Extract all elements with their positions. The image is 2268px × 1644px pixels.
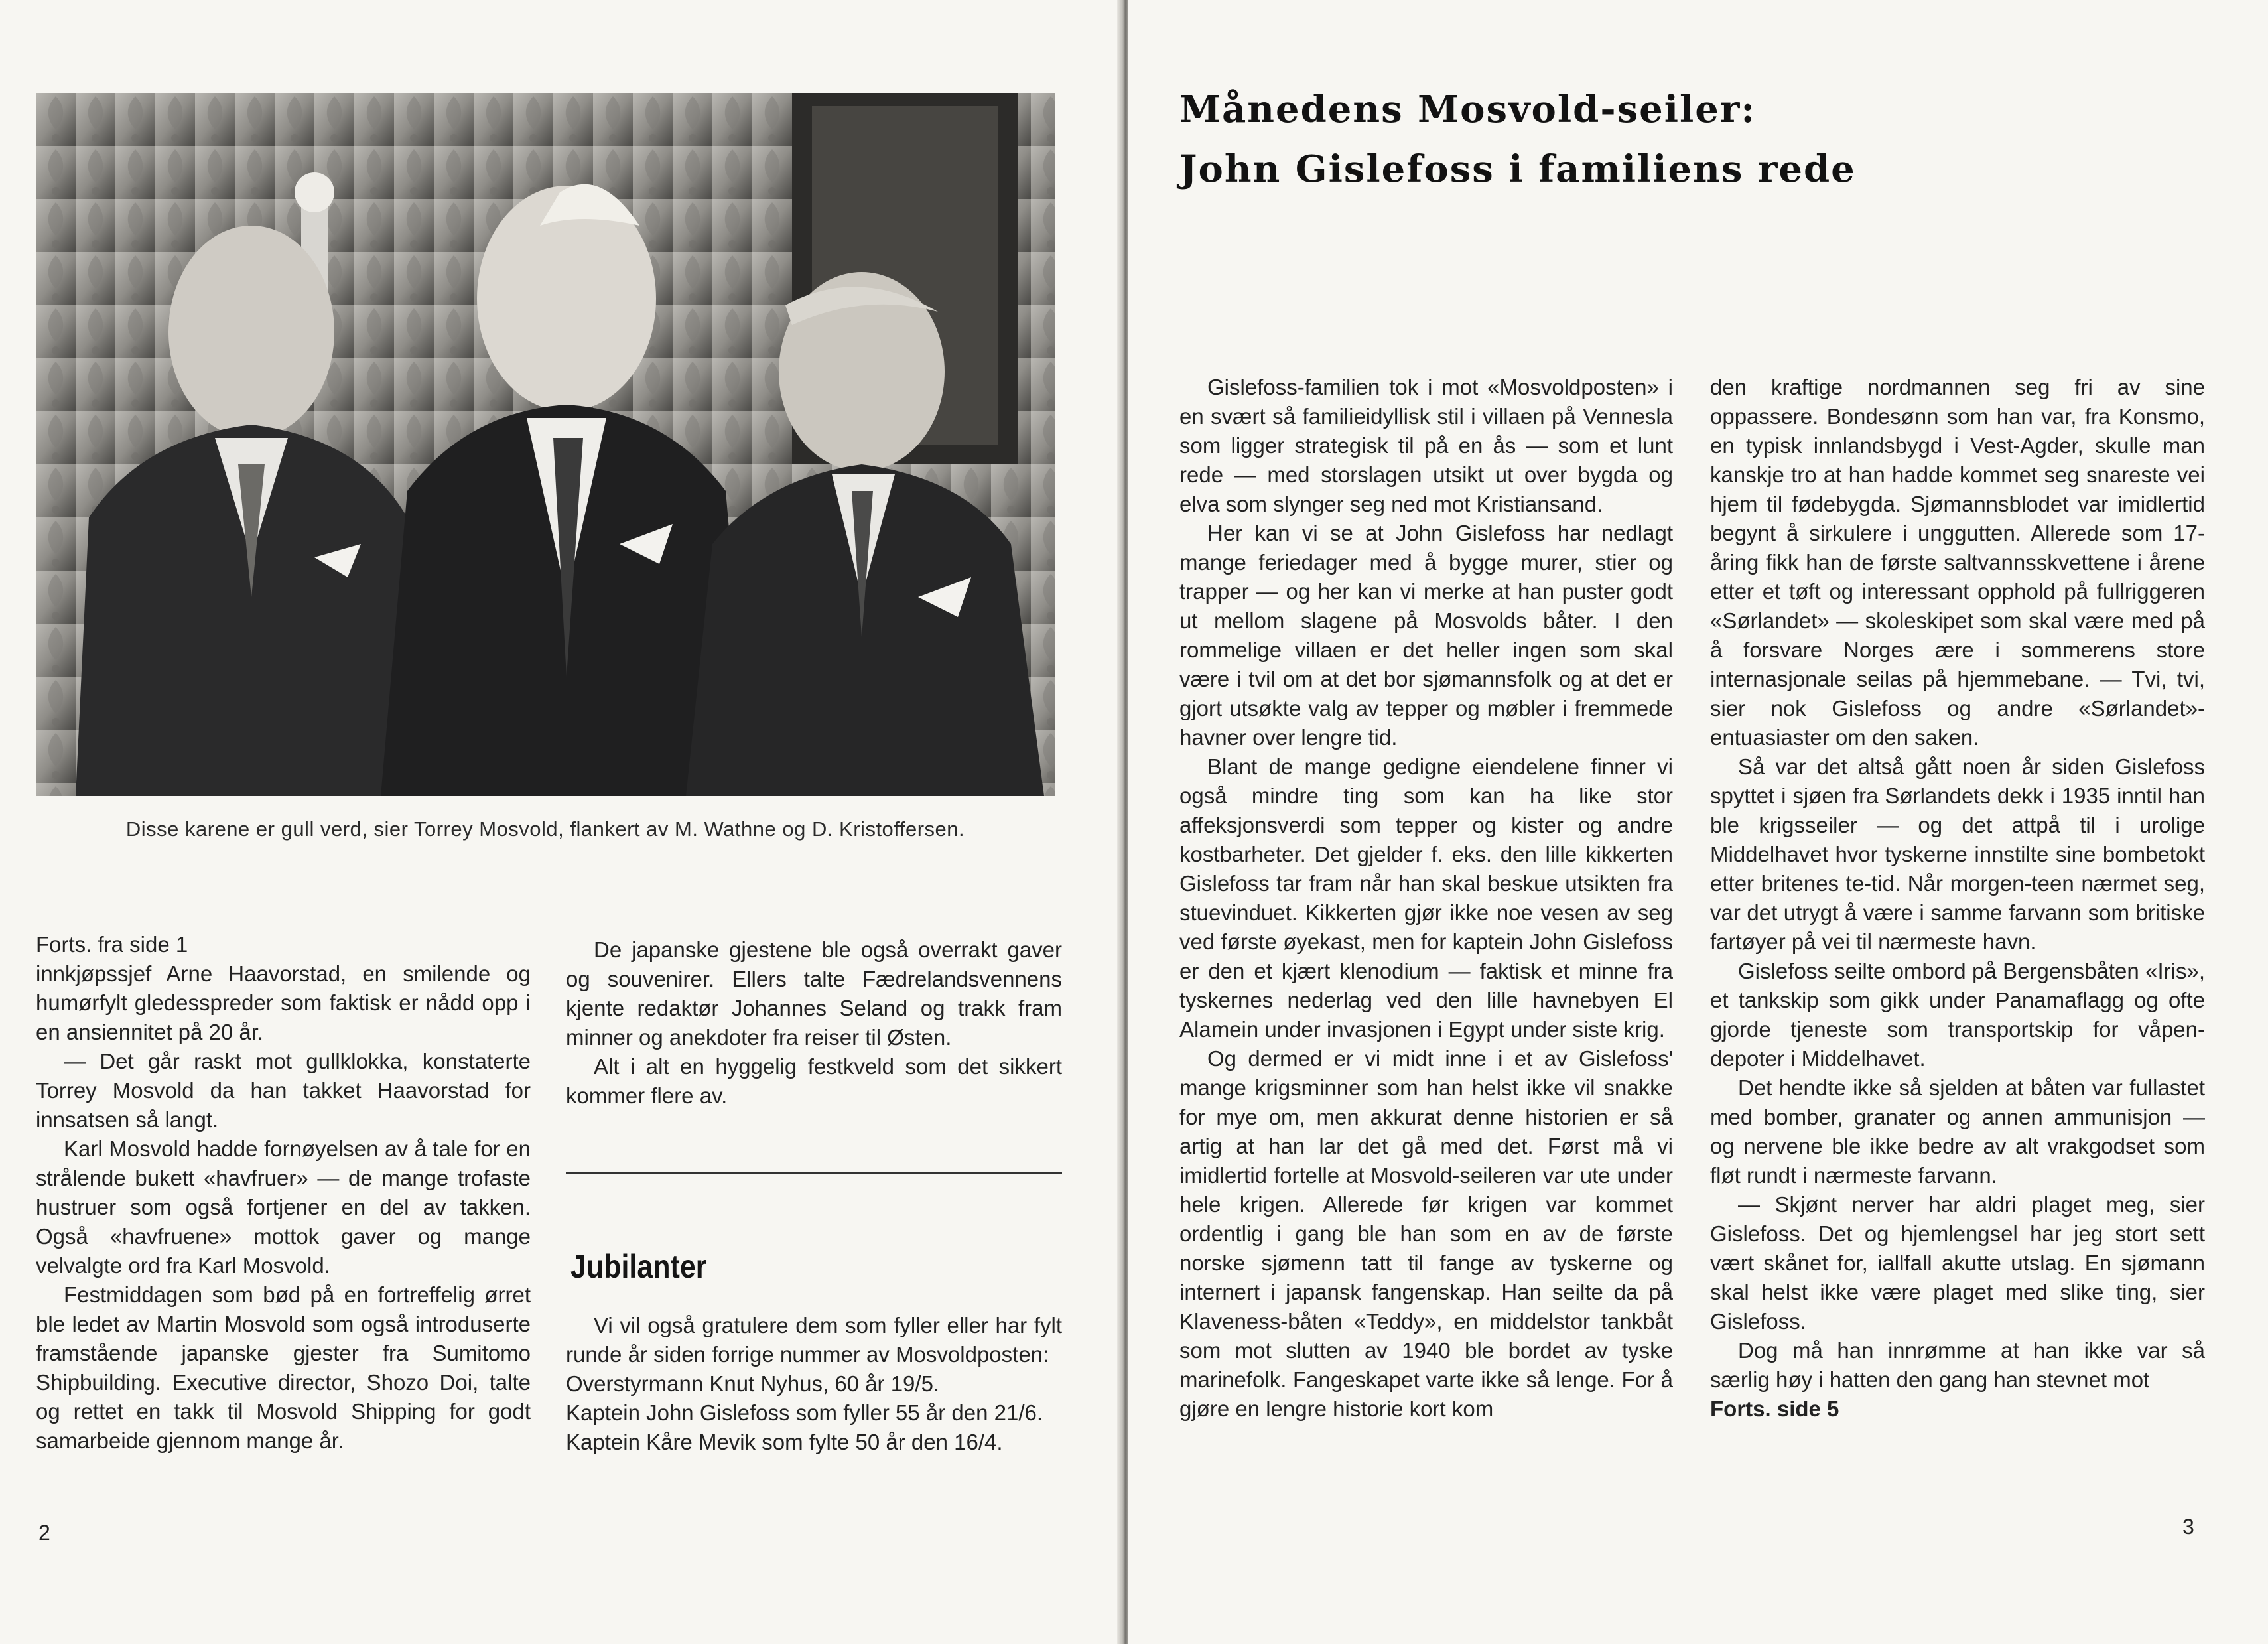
photo-caption: Disse karene er gull verd, sier Torrey Mosvold, flankert av M. Wathne og D. Kristoffersen. [125, 817, 965, 841]
paragraph: Dog må han innrømme at han ikke var så særlig høy i hatten den gang han stevnet mot [1710, 1338, 2205, 1392]
left-page [0, 0, 1120, 1644]
paragraph: Gislefoss seilte ombord på Bergensbåten «Iris», et tankskip som gikk under Panamaflagg og ofte gjorde tjeneste som transportskip for våpen-depoter i Middelhavet. [1710, 959, 2205, 1071]
paragraph: Karl Mosvold hadde fornøyelsen av å tale for en strålende bukett «havfruer» — de mange trofaste hustruer som også fortjener en del av takken. Også «havfruene» mottok gaver og mange velvalgte ord fra Karl Mosvold. [36, 1136, 531, 1278]
section-divider [566, 1172, 1062, 1174]
paragraph: Det hendte ikke så sjelden at båten var fullastet med bomber, granater og annen ammunisjon — og nervene ble ikke bedre av alt vrakgodset som fløt rundt i nærmeste farvann. [1710, 1075, 2205, 1188]
paragraph: Og dermed er vi midt inne i et av Gislefoss' mange krigsminner som han helst ikke vil snakke for mye om, men akkurat denne historien er så artig at han lar det gå med det. Først må vi imidlertid fortelle at Mosvold-seileren var ute under hele krigen. Allerede før krigen var kommet ordentlig i gang ble han som en av de første norske sjømenn tatt til fange av tyskerne og internert i japansk fangenskap. Han seilte da på Klaveness-båten «Teddy», en middelstor tankbåt som mot slutten av 1940 ble bordet av tyske marinefolk. Fangeskapet varte ikke så lenge. For å gjøre en lengre historie kort kom [1179, 1046, 1673, 1421]
jubilanter-section [566, 1311, 1062, 1457]
continued-on-note: Forts. side 5 [1710, 1397, 1839, 1421]
headline-line-2: John Gislefoss i familiens rede [1179, 147, 1856, 191]
jubilant-entry: Kaptein Kåre Mevik som fylte 50 år den 16/4. [566, 1430, 1003, 1454]
paragraph: Så var det altså gått noen år siden Gislefoss spyttet i sjøen fra Sørlandets dekk i 1935 inntil han ble krigsseiler — og det attpå til i urolige Middelhavet hvor tyskerne innstilte sine bombetokt etter britenes te-tid. Når morgen-teen nærmet seg, var det utrygt å være i samme farvann som britiske fartøyer på vei til nærmeste havn. [1710, 754, 2205, 954]
left-column-1 [36, 930, 531, 1456]
page-number: 2 [38, 1521, 50, 1544]
paragraph: De japanske gjestene ble også overrakt gaver og souvenirer. Ellers talte Fædrelandsvennens kjente redaktør Johannes Seland og trakk fram minner og anekdoter fra reiser til Østen. [566, 937, 1062, 1050]
paragraph: — Det går raskt mot gullklokka, konstaterte Torrey Mosvold da han takket Haavorstad for innsatsen så langt. [36, 1049, 531, 1132]
page-number: 3 [2182, 1515, 2194, 1539]
paragraph: Gislefoss-familien tok i mot «Mosvoldposten» i en svært så familieidyllisk stil i villaen på Vennesla som ligger strategisk til på en ås — som et lunt rede — med storslagen utsikt ut over bygda og elva som slynger seg ned mot Kristiansand. [1179, 375, 1673, 516]
paragraph: den kraftige nordmannen seg fri av sine oppassere. Bondesønn som han var, fra Konsmo, en typisk innlandsbygd i Vest-Agder, skulle man kanskje tro at han hadde kommet seg snareste vei hjem til fødebygda. Sjømannsblodet var imidlertid begynt å sirkulere i unggutten. Allerede som 17-åring fikk han de første saltvannsskvettene i årene etter et tøft og interessant opphold på fullriggeren «Sørlandet» — skoleskipet som skal være med på å forsvare Norges ære i sommerens store internasjonale seilas på hjemmebane. — Tvi, tvi, sier nok Gislefoss og andre «Sørlandet»-entuasiaster om den saken. [1710, 375, 2205, 750]
jubilant-entry: Overstyrmann Knut Nyhus, 60 år 19/5. [566, 1371, 940, 1396]
paragraph: Alt i alt en hyggelig festkveld som det sikkert kommer flere av. [566, 1054, 1062, 1108]
right-column-1 [1179, 373, 1673, 1424]
paragraph: innkjøpssjef Arne Haavorstad, en smilende og humørfylt gledesspreder som faktisk er nådd opp i en ansiennitet på 20 år. [36, 961, 531, 1044]
group-photo [36, 93, 1055, 796]
left-column-2 [566, 935, 1062, 1111]
group-photo-illustration [36, 93, 1055, 796]
paragraph: Her kan vi se at John Gislefoss har nedlagt mange feriedager med å bygge murer, stier og trapper — og her kan vi merke at han puster godt ut mellom slagene på Mosvolds båter. I den rommelige villaen er det heller ingen som skal være i tvil om at det bor sjømannsfolk og at det er gjort utsøkte valg av tepper og møbler i fremmede havner over lengre tid. [1179, 521, 1673, 750]
paragraph: — Skjønt nerver har aldri plaget meg, sier Gislefoss. Det og hjemlengsel har jeg stort sett vært skånet for, iallfall akutte utslag. En sjømann skal helst ikke være plaget med slike ting, sier Gislefoss. [1710, 1192, 2205, 1334]
right-column-2 [1710, 373, 2205, 1424]
headline-line-1: Månedens Mosvold-seiler: [1179, 88, 1757, 131]
paragraph: Blant de mange gedigne eiendelene finner vi også mindre ting som kan ha like stor affeksjonsverdi som tepper og kister og andre kostbarheter. Det gjelder f. eks. den lille kikkerten Gislefoss tar fram når han skal beskue utsikten fra stuevinduet. Kikkerten gjør ikke noe vesen av seg ved første øyekast, men for kaptein John Gislefoss er den et kjært klenodium — faktisk et minne fra tyskernes nederlag ved den lille havnebyen El Alamein under invasjonen i Egypt under siste krig. [1179, 754, 1673, 1042]
jubilanter-heading: Jubilanter [570, 1248, 707, 1285]
article-headline [1179, 80, 1856, 199]
jubilant-entry: Kaptein John Gislefoss som fyller 55 år den 21/6. [566, 1401, 1043, 1425]
jubilanter-intro: Vi vil også gratulere dem som fyller eller har fylt runde år siden forrige nummer av Mosvoldposten: [566, 1313, 1062, 1367]
continued-from-note: Forts. fra side 1 [36, 932, 188, 957]
paragraph: Festmiddagen som bød på en fortreffelig ørret ble ledet av Martin Mosvold som også introduserte framstående japanske gjester fra Sumitomo Shipbuilding. Executive director, Shozo Doi, talte og rettet en takk til Mosvold Shipping for godt samarbeide gjennom mange år. [36, 1282, 531, 1453]
